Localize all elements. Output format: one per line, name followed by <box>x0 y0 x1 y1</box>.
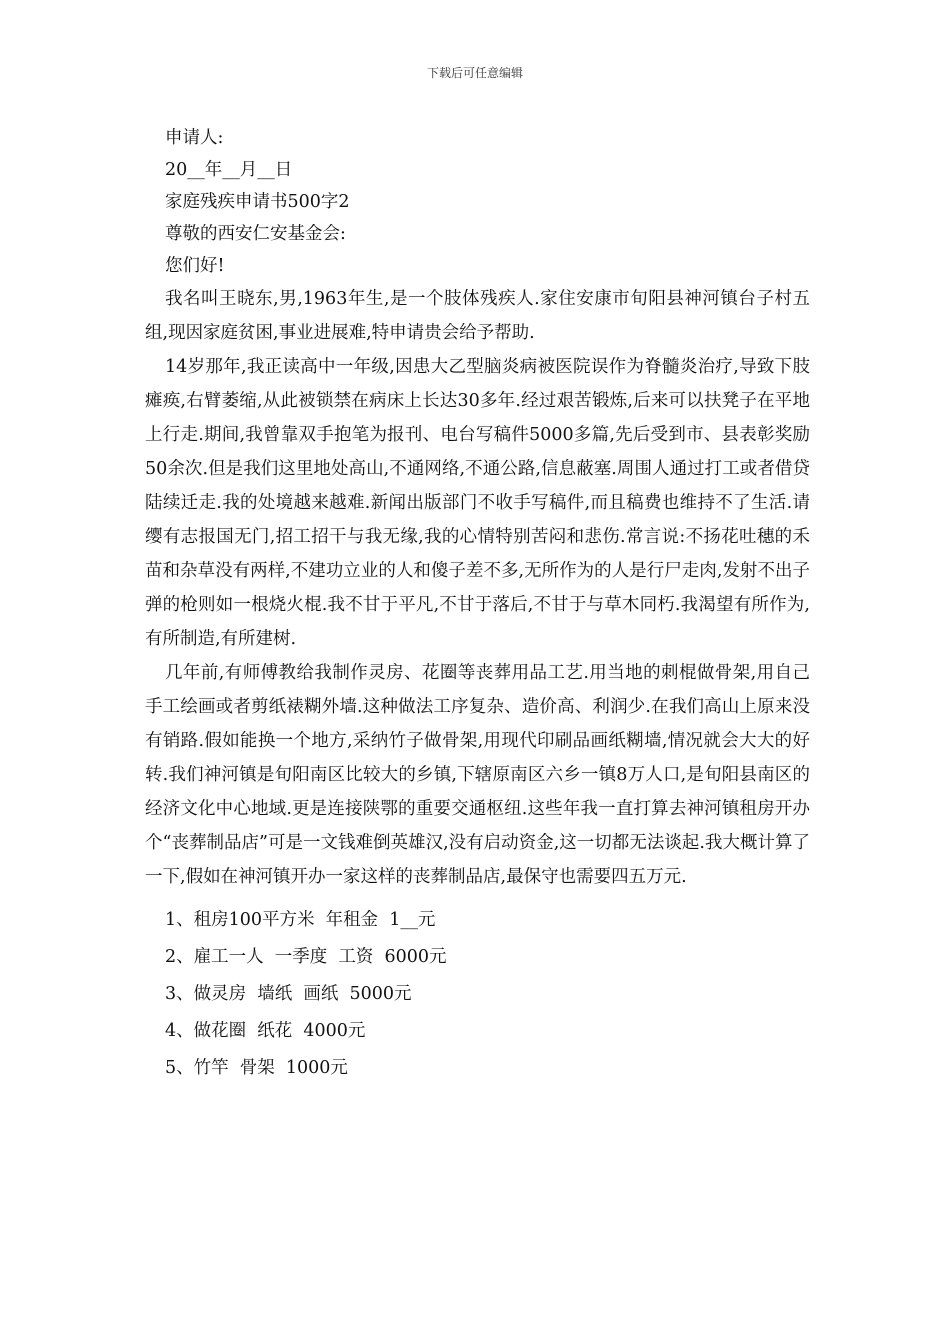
cost-list-item: 3、做灵房 墙纸 画纸 5000元 <box>165 984 412 1004</box>
date-line: 20__年__月__日 <box>165 160 293 180</box>
paragraph: 我名叫王晓东,男,1963年生,是一个肢体残疾人.家住安康市旬阳县神河镇台子村五组,现因家庭贫困,事业进展难,特申请贵会给予帮助. <box>145 289 810 343</box>
applicant-line: 申请人: <box>165 128 224 148</box>
cost-list-item: 2、雇工一人 一季度 工资 6000元 <box>165 947 447 967</box>
greeting-line: 您们好! <box>165 256 225 276</box>
cost-list-item: 4、做花圈 纸花 4000元 <box>165 1021 366 1041</box>
document-title: 家庭残疾申请书500字2 <box>165 192 350 212</box>
cost-list-item: 5、竹竿 骨架 1000元 <box>165 1058 348 1078</box>
cost-list-item: 1、租房100平方米 年租金 1__元 <box>165 910 436 930</box>
paragraph: 几年前,有师傅教给我制作灵房、花圈等丧葬用品工艺.用当地的刺棍做骨架,用自己手工绘画或者剪纸裱糊外墙.这种做法工序复杂、造价高、利润少.在我们高山上原来没有销路.假如能换一个地方,采纳竹子做骨架,用现代印刷品画纸糊墙,情况就会大大的好转.我们神河镇是旬阳南区比较大的乡镇,下辖原南区六乡一镇8万人口,是旬阳县南区的经济文化中心地域.更是连接陕鄂的重要交通枢纽.这些年我一直打算去神河镇租房开办个“丧葬制品店”可是一文钱难倒英雄汉,没有启动资金,这一切都无法谈起.我大概计算了一下,假如在神河镇开办一家这样的丧葬制品店,最保守也需要四五万元. <box>145 663 810 887</box>
salutation-line: 尊敬的西安仁安基金会: <box>165 224 346 244</box>
document-body <box>145 122 810 1087</box>
header-note: 下载后可任意编辑 <box>426 66 523 80</box>
paragraph: 14岁那年,我正读高中一年级,因患大乙型脑炎病被医院误作为脊髓炎治疗,导致下肢瘫痪,右臂萎缩,从此被锁禁在病床上长达30多年.经过艰苦锻炼,后来可以扶凳子在平地上行走.期间,我曾靠双手抱笔为报刊、电台写稿件5000多篇,先后受到市、县表彰奖励50余次.但是我们这里地处高山,不通网络,不通公路,信息蔽塞.周围人通过打工或者借贷陆续迁走.我的处境越来越难.新闻出版部门不收手写稿件,而且稿费也维持不了生活.请缨有志报国无门,招工招干与我无缘,我的心情特别苦闷和悲伤.常言说:不扬花吐穗的禾苗和杂草没有两样,不建功立业的人和傻子差不多,无所作为的人是行尸走肉,发射不出子弹的枪则如一根烧火棍.我不甘于平凡,不甘于落后,不甘于与草木同朽.我渴望有所作为,有所制造,有所建树. <box>145 357 810 649</box>
